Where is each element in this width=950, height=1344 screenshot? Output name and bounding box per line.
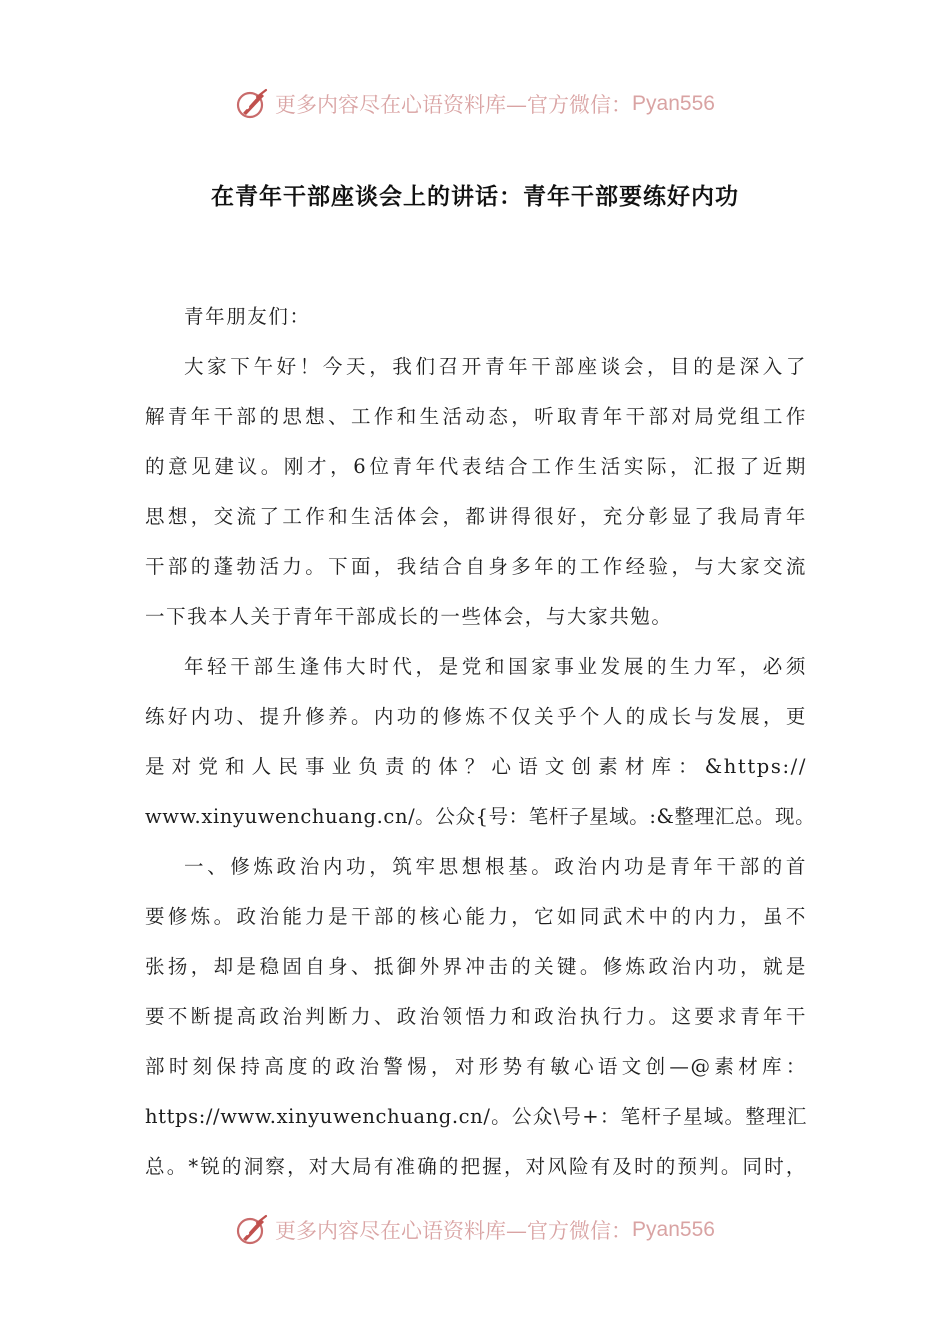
text-line: 大家下午好！今天，我们召开青年干部座谈会，目的是深入了 [184, 355, 807, 378]
footer-watermark [0, 1210, 950, 1250]
watermark-account: Pyan556 [632, 92, 715, 115]
header-watermark [0, 84, 950, 124]
quill-pen-circle-icon [235, 87, 269, 121]
text-line: 总。*锐的洞察，对大局有准确的把握，对风险有及时的预判。同时， [145, 1155, 807, 1178]
text-line: 是对党和人民事业负责的体？心语文创素材库：&https:// [145, 755, 807, 778]
document-body [145, 292, 816, 1192]
watermark-text: 更多内容尽在心语资料库—官方微信： [275, 93, 633, 117]
text-line: 张扬，却是稳固自身、抵御外界冲击的关键。修炼政治内功，就是 [145, 955, 807, 978]
text-line: 要修炼。政治能力是干部的核心能力，它如同武术中的内力，虽不 [145, 905, 807, 928]
text-line: 年轻干部生逢伟大时代，是党和国家事业发展的生力军，必须 [184, 655, 807, 678]
document-title: 在青年干部座谈会上的讲话：青年干部要练好内功 [211, 183, 739, 210]
watermark-text: 更多内容尽在心语资料库—官方微信： [275, 1219, 633, 1243]
paragraph-1 [145, 342, 807, 642]
watermark-account: Pyan556 [632, 1218, 715, 1241]
text-line: 要不断提高政治判断力、政治领悟力和政治执行力。这要求青年干 [145, 1005, 807, 1028]
text-line: 部时刻保持高度的政治警惕，对形势有敏心语文创—@素材库： [145, 1055, 807, 1078]
greeting: 青年朋友们： [184, 305, 311, 328]
text-line: 一、修炼政治内功，筑牢思想根基。政治内功是青年干部的首 [184, 855, 807, 878]
text-line: 解青年干部的思想、工作和生活动态，听取青年干部对局党组工作 [145, 405, 807, 428]
text-line: 的意见建议。刚才，6位青年代表结合工作生活实际，汇报了近期 [145, 455, 807, 478]
text-line: www.xinyuwenchuang.cn/。公众{号：笔杆子星域。:&整理汇总。现。 [145, 805, 816, 828]
text-line: https://www.xinyuwenchuang.cn/。公众\号+：笔杆子星域。整理汇 [145, 1105, 807, 1128]
paragraph-3 [145, 842, 807, 1192]
quill-pen-circle-icon [235, 1213, 269, 1247]
text-line: 干部的蓬勃活力。下面，我结合自身多年的工作经验，与大家交流 [145, 555, 807, 578]
text-line: 思想，交流了工作和生活体会，都讲得很好，充分彰显了我局青年 [145, 505, 807, 528]
text-line: 练好内功、提升修养。内功的修炼不仅关乎个人的成长与发展，更 [145, 705, 807, 728]
paragraph-2 [145, 642, 816, 842]
text-line: 一下我本人关于青年干部成长的一些体会，与大家共勉。 [145, 605, 673, 628]
